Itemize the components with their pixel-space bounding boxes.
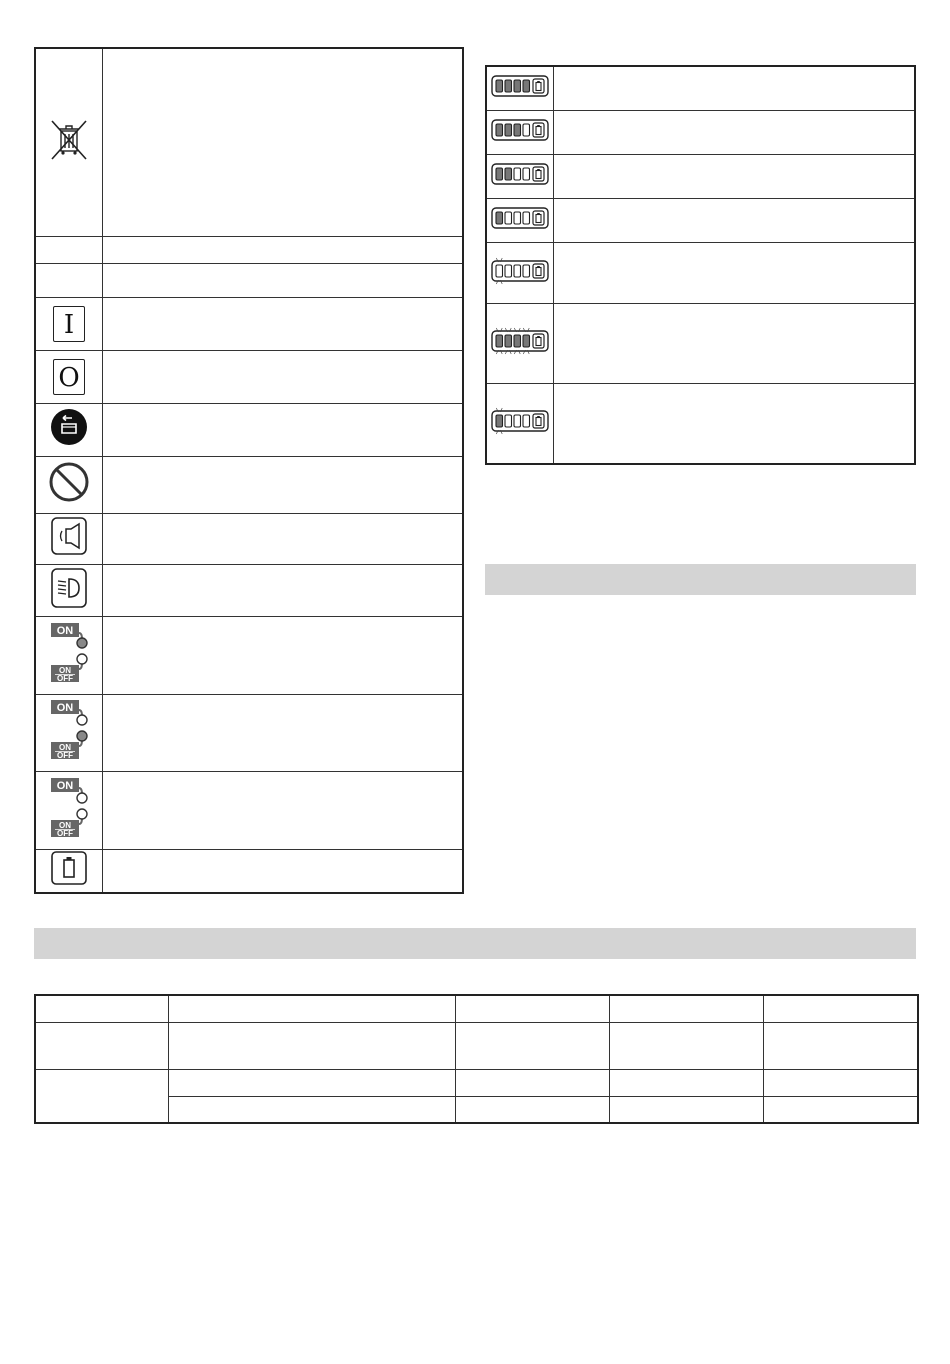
battery-description (554, 154, 916, 198)
battery-bar (523, 415, 530, 427)
return-to-base-icon (50, 408, 88, 446)
symbol-description (103, 263, 464, 297)
battery-bar (505, 80, 512, 92)
table-header-cell (168, 995, 455, 1022)
symbol-description (103, 564, 464, 616)
table-cell (168, 1022, 455, 1069)
table-cell (609, 1022, 763, 1069)
table-cell (763, 1096, 918, 1123)
battery-level-table (485, 65, 916, 465)
battery-description (554, 304, 916, 384)
leds-off-icon (49, 776, 89, 840)
battery-bar (505, 124, 512, 136)
battery-bar (514, 80, 521, 92)
table-cell (455, 1022, 609, 1069)
battery-bar (514, 265, 521, 277)
battery-icon (51, 851, 87, 885)
symbol-description (103, 694, 464, 771)
battery-cell (486, 154, 554, 198)
table-cell (455, 1096, 609, 1123)
on-label: ON (56, 702, 74, 714)
crossed-out-bin-icon (49, 118, 89, 162)
battery-4-bars-icon (491, 74, 549, 98)
battery-bar (505, 265, 512, 277)
symbol-description (103, 350, 464, 403)
battery-bar (496, 335, 503, 347)
battery-2-bars-icon (491, 162, 549, 186)
table-header-cell (455, 995, 609, 1022)
on-label: ON (56, 624, 74, 637)
specifications-table (34, 994, 919, 1124)
battery-bar (505, 335, 512, 347)
symbols-table (34, 47, 464, 894)
symbol-cell (35, 236, 103, 263)
symbol-description (103, 236, 464, 263)
table-header-cell (35, 995, 168, 1022)
battery-cell (486, 198, 554, 242)
symbol-cell (35, 849, 103, 893)
off-symbol-icon: O (53, 359, 85, 395)
table-cell (455, 1069, 609, 1096)
battery-description (554, 242, 916, 303)
onoff-label-off: OFF (57, 673, 73, 683)
battery-bar (496, 124, 503, 136)
battery-bar (505, 212, 512, 224)
battery-bar (505, 168, 512, 180)
battery-all-bars-blinking-icon (491, 326, 549, 356)
on-led-lit-icon (49, 621, 89, 685)
symbol-description (103, 297, 464, 350)
onoff-label-on: ON (59, 665, 71, 675)
symbol-description (103, 513, 464, 564)
battery-description (554, 66, 916, 110)
battery-cell (486, 66, 554, 110)
battery-bar (523, 80, 530, 92)
prohibited-icon (48, 461, 90, 503)
battery-bar (514, 168, 521, 180)
battery-cell (486, 384, 554, 464)
battery-bar (514, 335, 521, 347)
symbol-description (103, 456, 464, 513)
table-cell (609, 1069, 763, 1096)
battery-cell (486, 110, 554, 154)
onoff-label-off: OFF (57, 751, 73, 760)
table-cell (35, 1069, 168, 1123)
battery-cell (486, 304, 554, 384)
battery-alternate-blinking-icon (491, 406, 549, 436)
symbol-cell (35, 513, 103, 564)
symbol-description (103, 403, 464, 456)
battery-bar (505, 415, 512, 427)
battery-3-bars-icon (491, 118, 549, 142)
battery-bar (523, 168, 530, 180)
headlight-icon (51, 568, 87, 608)
battery-bar (523, 265, 530, 277)
symbol-cell (35, 350, 103, 403)
battery-description (554, 198, 916, 242)
on-symbol-icon: I (53, 306, 85, 342)
table-cell (35, 1022, 168, 1069)
symbol-cell (35, 48, 103, 236)
battery-bar (496, 265, 503, 277)
symbol-cell (35, 456, 103, 513)
horn-icon (51, 517, 87, 555)
onoff-label-on: ON (59, 743, 71, 752)
battery-bar (523, 335, 530, 347)
battery-bar (523, 124, 530, 136)
symbol-cell (35, 297, 103, 350)
symbol-description (103, 771, 464, 849)
battery-1-bar-icon (491, 206, 549, 230)
symbol-cell (35, 616, 103, 694)
symbol-cell (35, 403, 103, 456)
table-cell (609, 1096, 763, 1123)
section-heading-bar (34, 928, 916, 959)
battery-bar (523, 212, 530, 224)
symbol-description (103, 48, 464, 236)
symbol-cell (35, 564, 103, 616)
table-cell (763, 1022, 918, 1069)
table-cell (763, 1069, 918, 1096)
battery-bar (514, 212, 521, 224)
battery-cell (486, 242, 554, 303)
table-cell (168, 1069, 455, 1096)
battery-bar (496, 80, 503, 92)
battery-bar (496, 212, 503, 224)
symbol-cell (35, 263, 103, 297)
symbol-description (103, 849, 464, 893)
table-cell (168, 1096, 455, 1123)
battery-first-bar-blinking-icon (491, 256, 549, 286)
symbol-cell (35, 694, 103, 771)
battery-description (554, 384, 916, 464)
table-header-cell (609, 995, 763, 1022)
section-heading-bar (485, 564, 916, 595)
battery-bar (514, 124, 521, 136)
battery-bar (496, 168, 503, 180)
onoff-label-on: ON (59, 820, 71, 830)
onoff-label-off: OFF (57, 828, 73, 838)
symbol-description (103, 616, 464, 694)
table-header-cell (763, 995, 918, 1022)
onoff-led-lit-icon (49, 698, 89, 762)
symbol-cell (35, 771, 103, 849)
battery-bar (496, 415, 503, 427)
on-label: ON (56, 779, 74, 792)
battery-bar (514, 415, 521, 427)
battery-description (554, 110, 916, 154)
